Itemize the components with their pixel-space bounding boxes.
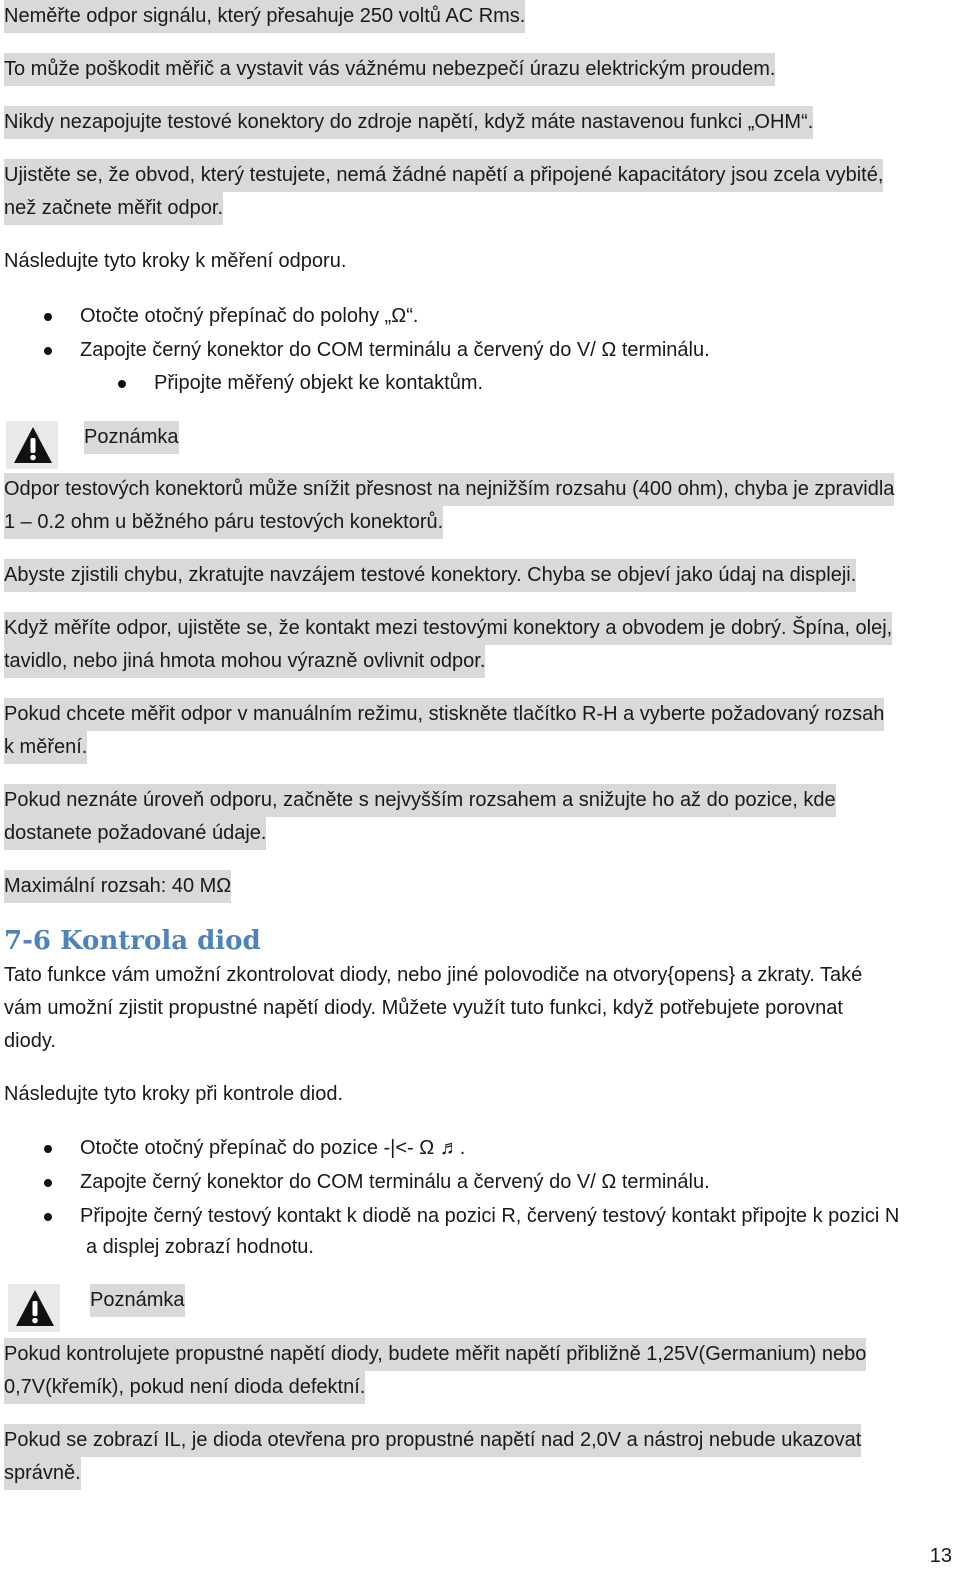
warning-text-line: To může poškodit měřič a vystavit vás vážnému nebezpečí úrazu elektrickým proudem. <box>4 53 775 86</box>
list-item: Připojte měřený objekt ke kontaktům. <box>154 372 484 394</box>
note-label: Poznámka <box>90 1284 185 1317</box>
note-text-line: správně. <box>4 1457 81 1490</box>
bullet-icon <box>44 313 52 321</box>
note-text-line: Odpor testových konektorů může snížit přesnost na nejnižším rozsahu (400 ohm), chyba je zpravidla <box>4 473 894 506</box>
instruction-intro: Následujte tyto kroky k měření odporu. <box>4 250 347 272</box>
list-item: Zapojte černý konektor do COM terminálu a červený do V/ Ω terminálu. <box>80 339 710 361</box>
instruction-intro: Následujte tyto kroky při kontrole diod. <box>4 1083 344 1105</box>
note-text-line: 1 – 0.2 ohm u běžného páru testových konektorů. <box>4 506 443 539</box>
note-text-line: k měření. <box>4 731 87 764</box>
warning-text-line: Neměřte odpor signálu, který přesahuje 250 voltů AC Rms. <box>4 0 525 33</box>
warning-triangle-icon <box>8 1284 60 1332</box>
warning-triangle-icon <box>6 421 58 469</box>
note-text-line: Pokud kontrolujete propustné napětí diody, budete měřit napětí přibližně 1,25V(Germanium) nebo <box>4 1338 866 1371</box>
note-text-line: dostanete požadované údaje. <box>4 817 266 850</box>
list-item: Zapojte černý konektor do COM terminálu a červený do V/ Ω terminálu. <box>80 1171 710 1193</box>
warning-text-line: Nikdy nezapojujte testové konektory do zdroje napětí, když máte nastavenou funkci „OHM“. <box>4 106 813 139</box>
note-text-line: tavidlo, nebo jiná hmota mohou výrazně ovlivnit odpor. <box>4 645 485 678</box>
page-number: 13 <box>929 1545 952 1567</box>
body-text-line: diody. <box>4 1030 56 1052</box>
warning-text-line: než začnete měřit odpor. <box>4 192 223 225</box>
bullet-icon <box>44 1213 52 1221</box>
list-item: Připojte černý testový kontakt k diodě na pozici R, červený testový kontakt připojte k pozici N <box>80 1205 900 1227</box>
note-label: Poznámka <box>84 421 179 454</box>
warning-text-line: Ujistěte se, že obvod, který testujete, nemá žádné napětí a připojené kapacitátory jsou zcela vybité, <box>4 159 883 192</box>
body-text-line: vám umožní zjistit propustné napětí diody. Můžete využít tuto funkci, když potřebujete porovnat <box>4 997 843 1019</box>
note-text-line: Pokud se zobrazí IL, je dioda otevřena pro propustné napětí nad 2,0V a nástroj nebude ukazovat <box>4 1424 861 1457</box>
max-range-text: Maximální rozsah: 40 MΩ <box>4 870 231 903</box>
bullet-icon <box>118 380 126 388</box>
section-heading: 7-6 Kontrola diod <box>4 926 261 956</box>
note-text-line: Když měříte odpor, ujistěte se, že kontakt mezi testovými konektory a obvodem je dobrý. Špína, olej, <box>4 612 892 645</box>
note-text-line: Abyste zjistili chybu, zkratujte navzájem testové konektory. Chyba se objeví jako údaj na displeji. <box>4 559 856 592</box>
body-text-line: Tato funkce vám umožní zkontrolovat diody, nebo jiné polovodiče na otvory{opens} a zkraty. Také <box>4 964 863 986</box>
note-text-line: Pokud neznáte úroveň odporu, začněte s nejvyšším rozsahem a snižujte ho až do pozice, kde <box>4 784 836 817</box>
list-item: Otočte otočný přepínač do polohy „Ω“. <box>80 305 419 327</box>
note-text-line: 0,7V(křemík), pokud není dioda defektní. <box>4 1371 365 1404</box>
note-text-line: Pokud chcete měřit odpor v manuálním režimu, stiskněte tlačítko R-H a vyberte požadovaný rozsah <box>4 698 884 731</box>
list-item-continuation: a displej zobrazí hodnotu. <box>86 1236 314 1258</box>
bullet-icon <box>44 347 52 355</box>
bullet-icon <box>44 1145 52 1153</box>
list-item: Otočte otočný přepínač do pozice -|<- Ω ♬. <box>80 1137 466 1159</box>
bullet-icon <box>44 1179 52 1187</box>
